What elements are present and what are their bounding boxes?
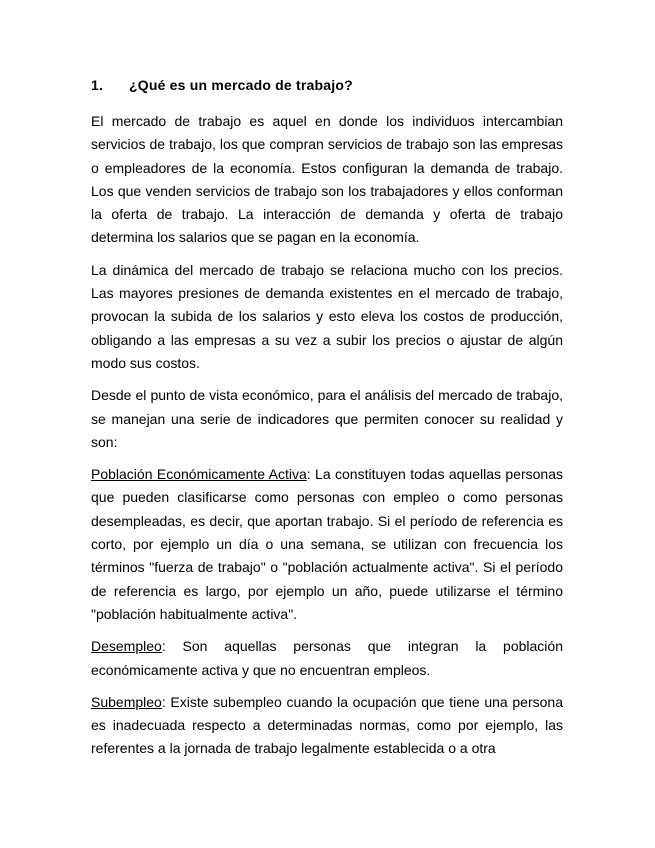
definition-pea (91, 463, 563, 626)
definition-text: : Existe subempleo cuando la ocupación que tiene una persona es inadecuada respecto a determinadas normas, como por ejemplo, las referentes a la jornada de trabajo legalmente establecida o a otra (91, 693, 563, 757)
definition-term: Desempleo (91, 638, 162, 655)
definition-term: Subempleo (91, 693, 162, 710)
paragraph-dinamica-precios: La dinámica del mercado de trabajo se relaciona mucho con los precios. Las mayores presiones de demanda existentes en el mercado de trabajo, provocan la subida de los salarios y esto eleva los costos de producción, obligando a las empresas a su vez a subir los precios o ajustar de algún modo sus costos. (91, 261, 563, 371)
section-title: ¿Qué es un mercado de trabajo? (129, 77, 353, 93)
paragraph-indicadores-intro: Desde el punto de vista económico, para el análisis del mercado de trabajo, se manejan una serie de indicadores que permiten conocer su realidad y son: (91, 387, 563, 450)
definition-text: : La constituyen todas aquellas personas que pueden clasificarse como personas con empleo o como personas desempleadas, es decir, que aportan trabajo. Si el período de referencia es corto, por ejemplo un día o una semana, se utilizan con frecuencia los términos "fuerza de trabajo" o "población actualmente activa". Si el período de referencia es largo, por ejemplo un año, puede utilizarse el término "población habitualmente activa". (91, 466, 563, 622)
document-body (91, 110, 563, 770)
paragraph-mercado-definicion: El mercado de trabajo es aquel en donde los individuos intercambian servicios de trabajo, los que compran servicios de trabajo son las empresas o empleadores de la economía. Estos configuran la demanda de trabajo. Los que venden servicios de trabajo son los trabajadores y ellos conforman la oferta de trabajo. La interacción de demanda y oferta de trabajo determina los salarios que se pagan en la economía. (91, 113, 563, 246)
definition-term: Población Económicamente Activa (91, 466, 307, 483)
definition-subempleo (91, 691, 563, 761)
section-number: 1. (91, 77, 104, 93)
definition-text: : Son aquellas personas que integran la población económicamente activa y que no encuentran empleos. (91, 638, 563, 678)
section-heading (91, 77, 353, 93)
definition-desempleo (91, 635, 563, 682)
